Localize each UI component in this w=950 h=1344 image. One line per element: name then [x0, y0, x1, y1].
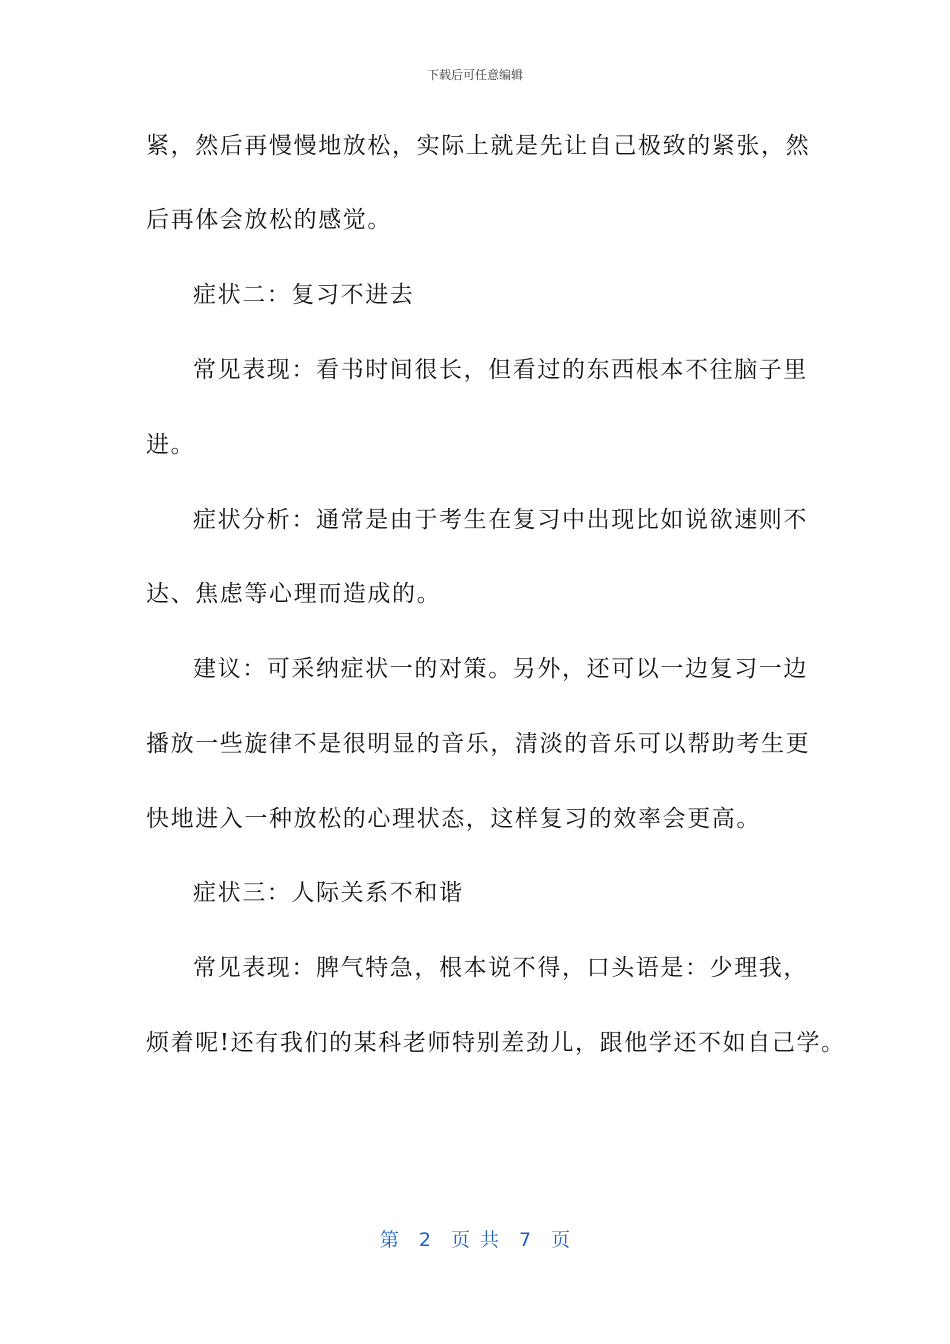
- footer-ye-gong: 页 共: [450, 1229, 500, 1251]
- section-heading: 症状二：复习不进去: [193, 282, 415, 308]
- footer-di: 第: [379, 1229, 399, 1251]
- footer-ye: 页: [551, 1229, 571, 1251]
- paragraph-line: 烦着呢!还有我们的某科老师特别差劲儿，跟他学还不如自己学。: [146, 1030, 846, 1056]
- paragraph-line: 快地进入一种放松的心理状态，这样复习的效率会更高。: [146, 806, 761, 832]
- paragraph-line: 症状分析：通常是由于考生在复习中出现比如说欲速则不: [193, 507, 808, 533]
- paragraph-line: 紧，然后再慢慢地放松，实际上就是先让自己极致的紧张，然: [146, 133, 811, 159]
- page-footer: [0, 1225, 950, 1252]
- footer-total-pages: 7: [519, 1229, 532, 1251]
- header-note: 下载后可任意编辑: [426, 68, 523, 82]
- section-heading: 症状三：人际关系不和谐: [193, 880, 464, 906]
- paragraph-line: 建议：可采纳症状一的对策。另外，还可以一边复习一边: [193, 656, 808, 682]
- paragraph-line: 常见表现：看书时间很长，但看过的东西根本不往脑子里: [193, 357, 808, 383]
- paragraph-line: 播放一些旋律不是很明显的音乐，清淡的音乐可以帮助考生更: [146, 731, 811, 757]
- paragraph-line: 达、焦虑等心理而造成的。: [146, 581, 442, 607]
- paragraph-line: 进。: [146, 432, 196, 458]
- paragraph-line: 后再体会放松的感觉。: [146, 207, 392, 233]
- footer-page-number: 2: [418, 1229, 431, 1251]
- paragraph-line: 常见表现：脾气特急，根本说不得，口头语是：少理我，: [193, 955, 808, 981]
